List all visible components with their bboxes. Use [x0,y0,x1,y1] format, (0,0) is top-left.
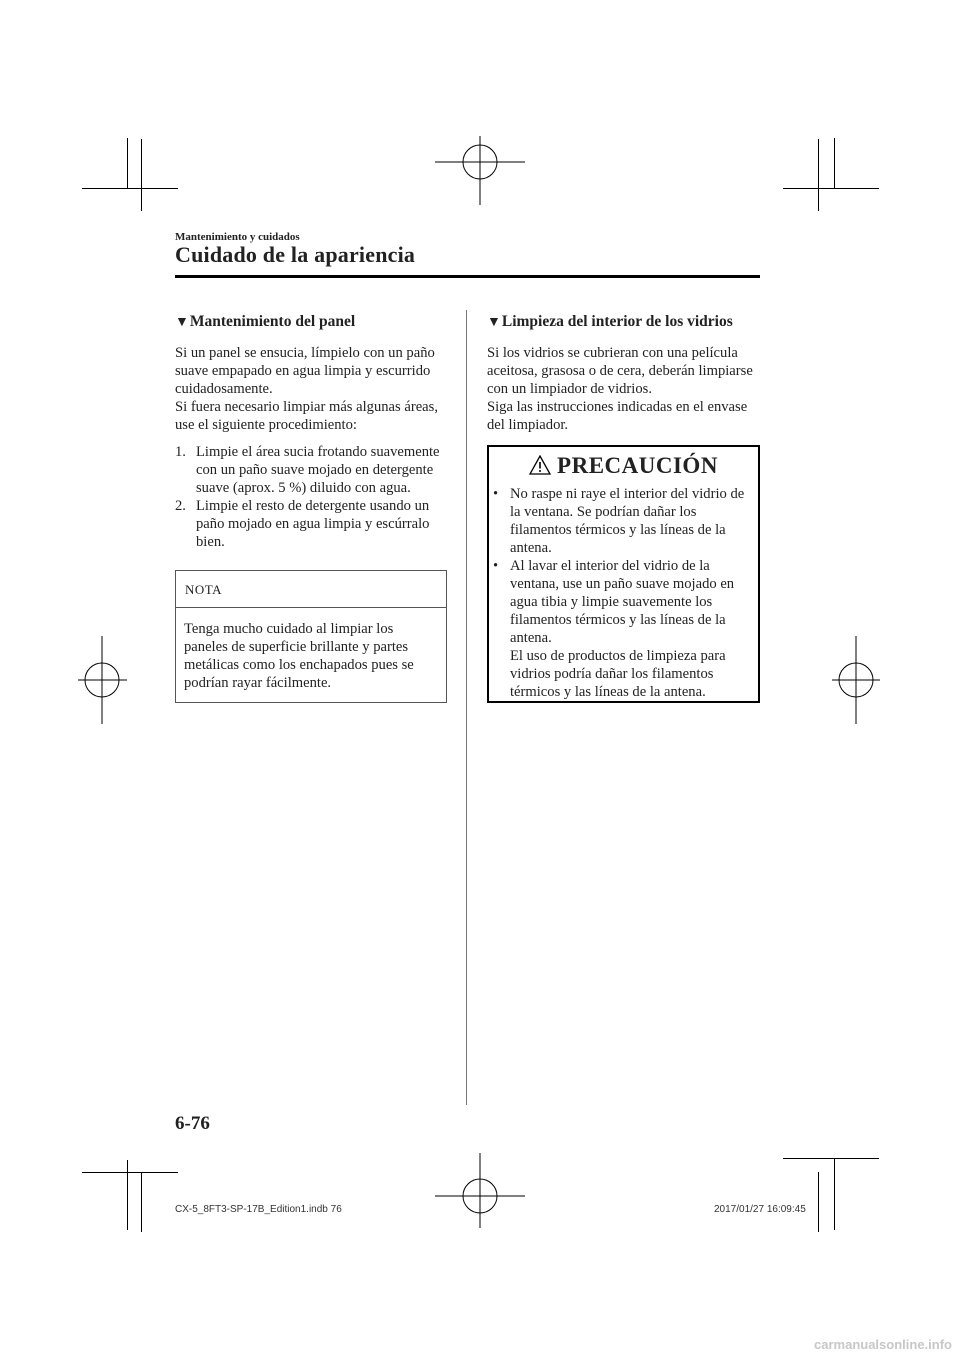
paragraph: Si un panel se ensucia, límpielo con un paño suave empapado en agua limpia y escurrido cuidadosamente. [175,345,435,397]
triangle-marker-icon: ▼ [175,315,189,330]
step-text: Limpie el resto de detergente usando un paño mojado en agua limpia y escúrralo bien. [196,498,430,550]
panel-maintenance-heading [175,313,447,332]
paragraph: Siga las instrucciones indicadas en el envase del limpiador. [487,399,748,433]
caution-text: El uso de productos de limpieza para vidrios podría dañar los filamentos térmicos y las líneas de la antena. [510,648,726,700]
note-box [175,570,447,703]
heading-text: Mantenimiento del panel [189,313,356,330]
paragraph: Si los vidrios se cubrieran con una película aceitosa, grasosa o de cera, deberán limpiarse con un limpiador de vidrios. [487,345,753,397]
caution-text: No raspe ni raye el interior del vidrio de la ventana. Se podrían dañar los filamentos térmicos y las líneas de la antena. [510,486,745,556]
caution-text: Al lavar el interior del vidrio de la ventana, use un paño suave mojado en agua tibia y limpie suavemente los filamentos térmicos y las líneas de la antena. [510,558,735,646]
page-number: 6-76 [175,1113,210,1134]
step-number: 1. [175,444,186,460]
warning-triangle-icon [529,455,551,475]
caution-list [489,485,758,701]
caution-header [489,447,758,485]
list-item [175,443,447,497]
section-label: Mantenimiento y cuidados [175,231,300,243]
bullet-icon: • [493,486,499,502]
heading-text: Limpieza del interior de los vidrios [501,313,733,330]
left-column [175,313,447,703]
page-title: Cuidado de la apariencia [175,242,416,267]
file-info: CX-5_8FT3-SP-17B_Edition1.indb 76 [175,1204,342,1215]
right-column [487,313,760,703]
caution-box [487,445,760,703]
step-number: 2. [175,498,186,514]
list-item [489,485,758,557]
caution-label: PRECAUCIÓN [557,453,718,478]
note-text: Tenga mucho cuidado al limpiar los paneles de superficie brillante y partes metálicas como los enchapados pues se podrían rayar fácilmente. [184,621,414,691]
step-text: Limpie el área sucia frotando suavemente con un paño suave mojado en detergente suave (aprox. 5 %) diluido con agua. [196,444,440,496]
note-label: NOTA [176,571,446,608]
title-rule [175,275,760,278]
list-item [175,497,447,551]
glass-cleaning-heading [487,313,760,332]
list-item [489,557,758,701]
bullet-icon: • [493,558,499,574]
date-info: 2017/01/27 16:09:45 [714,1204,806,1215]
column-divider [466,310,467,1105]
triangle-marker-icon: ▼ [487,315,501,330]
watermark: carmanualsonline.info [814,1337,952,1352]
procedure-steps [175,443,447,551]
paragraph: Si fuera necesario limpiar más algunas áreas, use el siguiente procedimiento: [175,399,438,433]
